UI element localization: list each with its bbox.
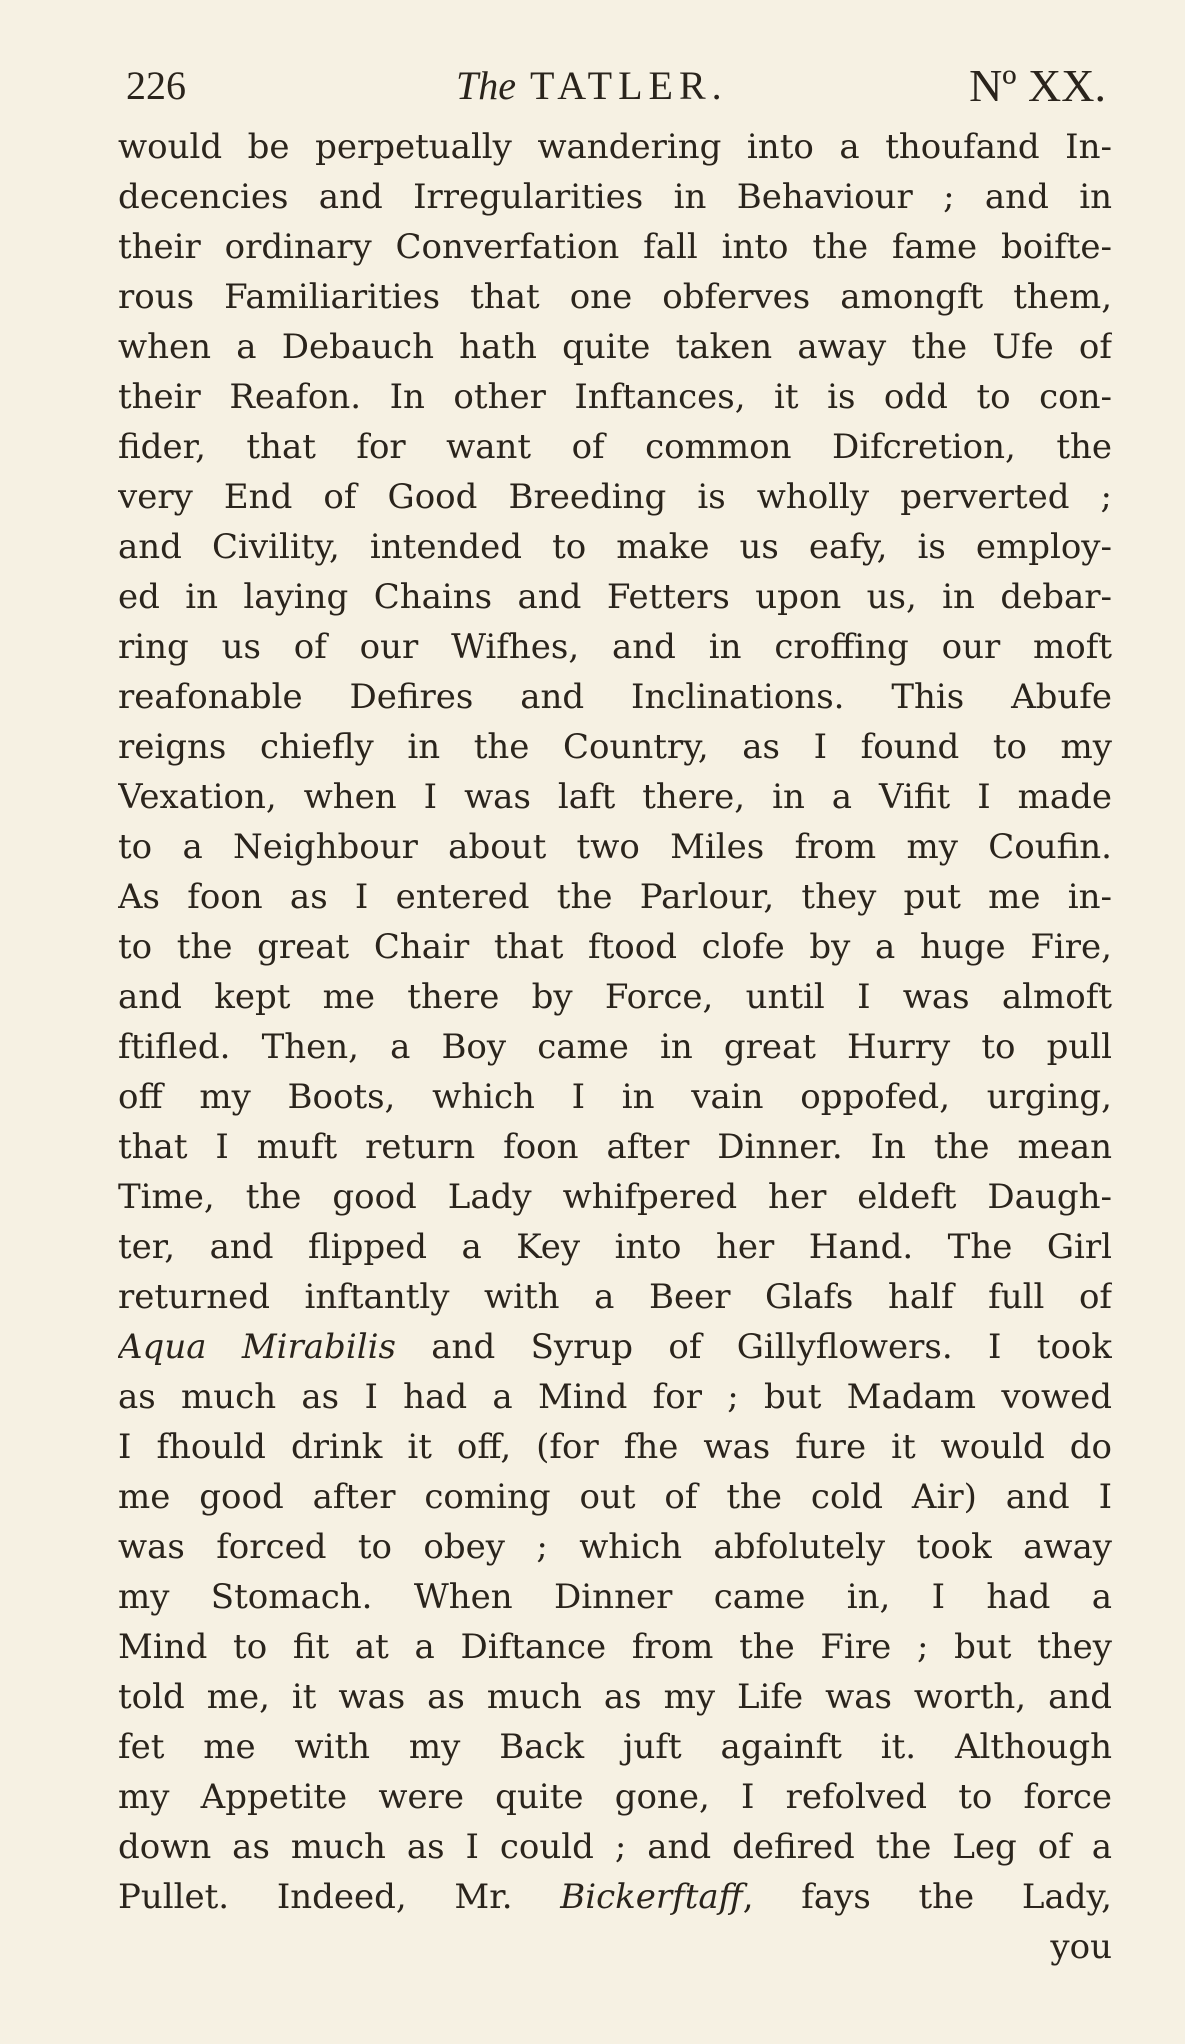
text-line: my Appetite were quite gone, I refolved to force xyxy=(118,1777,1112,1817)
text-line: ter, and flipped a Key into her Hand. The Girl xyxy=(118,1227,1112,1267)
text-line: their ordinary Converfation fall into the fame boifte- xyxy=(118,227,1112,267)
text-line: and kept me there by Force, until I was almoft xyxy=(118,977,1112,1017)
text-line: I fhould drink it off, (for fhe was fure it would do xyxy=(118,1427,1112,1467)
journal-title-name: TATLER. xyxy=(530,63,728,108)
text-line: reafonable Defires and Inclinations. This Abufe xyxy=(118,677,1112,717)
text-line: to the great Chair that ftood clofe by a huge Fire, xyxy=(118,927,1112,967)
text-segment: Pullet. Indeed, Mr. xyxy=(118,1877,561,1917)
issue-number: Nº XX. xyxy=(969,60,1106,111)
text-line: returned inftantly with a Beer Glafs half full of xyxy=(118,1277,1112,1317)
text-line: me good after coming out of the cold Air) and I xyxy=(118,1477,1112,1517)
text-line: Time, the good Lady whifpered her eldeft Daugh- xyxy=(118,1177,1112,1217)
journal-title xyxy=(456,56,728,116)
text-line xyxy=(118,1322,1112,1372)
text-line: ring us of our Wifhes, and in croffing our moft xyxy=(118,627,1112,667)
text-line: fider, that for want of common Difcretion, the xyxy=(118,427,1112,467)
text-line: very End of Good Breeding is wholly perverted ; xyxy=(118,477,1112,517)
text-line: reigns chiefly in the Country, as I found to my xyxy=(118,727,1112,767)
page-number: 226 xyxy=(126,63,186,108)
italic-text: Bickerftaff xyxy=(560,1877,743,1917)
running-head xyxy=(126,56,1116,116)
text-line: that I muft return foon after Dinner. In the mean xyxy=(118,1127,1112,1167)
text-line: fet me with my Back juft againft it. Although xyxy=(118,1727,1112,1767)
text-line: told me, it was as much as my Life was worth, and xyxy=(118,1677,1112,1717)
text-line: would be perpetually wandering into a thoufand In- xyxy=(118,127,1112,167)
text-line: Mind to fit at a Diftance from the Fire ; but they xyxy=(118,1627,1112,1667)
body-text xyxy=(118,122,1112,1972)
text-line: off my Boots, which I in vain oppofed, urging, xyxy=(118,1077,1112,1117)
text-line: to a Neighbour about two Miles from my Coufin. xyxy=(118,827,1112,867)
text-line: ed in laying Chains and Fetters upon us, in debar- xyxy=(118,577,1112,617)
text-line xyxy=(118,1872,1112,1922)
italic-text: Aqua Mirabilis xyxy=(118,1327,396,1367)
text-line: when a Debauch hath quite taken away the Ufe of xyxy=(118,327,1112,367)
text-line: my Stomach. When Dinner came in, I had a xyxy=(118,1577,1112,1617)
text-line: rous Familiarities that one obferves amongft them, xyxy=(118,277,1112,317)
text-line: ftifled. Then, a Boy came in great Hurry to pull xyxy=(118,1027,1112,1067)
journal-title-article: The xyxy=(456,63,516,108)
text-line: as much as I had a Mind for ; but Madam vowed xyxy=(118,1377,1112,1417)
text-line: As foon as I entered the Parlour, they put me in- xyxy=(118,877,1112,917)
text-segment: and Syrup of Gillyflowers. I took xyxy=(395,1327,1112,1367)
text-line: Vexation, when I was laft there, in a Vifit I made xyxy=(118,777,1112,817)
text-line: decencies and Irregularities in Behaviour ; and in xyxy=(118,177,1112,217)
text-line: down as much as I could ; and defired the Leg of a xyxy=(118,1827,1112,1867)
text-line: was forced to obey ; which abfolutely took away xyxy=(118,1527,1112,1567)
text-line: you xyxy=(1050,1927,1112,1967)
text-line: and Civility, intended to make us eafy, is employ- xyxy=(118,527,1112,567)
text-line: their Reafon. In other Inftances, it is odd to con- xyxy=(118,377,1112,417)
text-segment: , fays the Lady, xyxy=(742,1877,1112,1917)
